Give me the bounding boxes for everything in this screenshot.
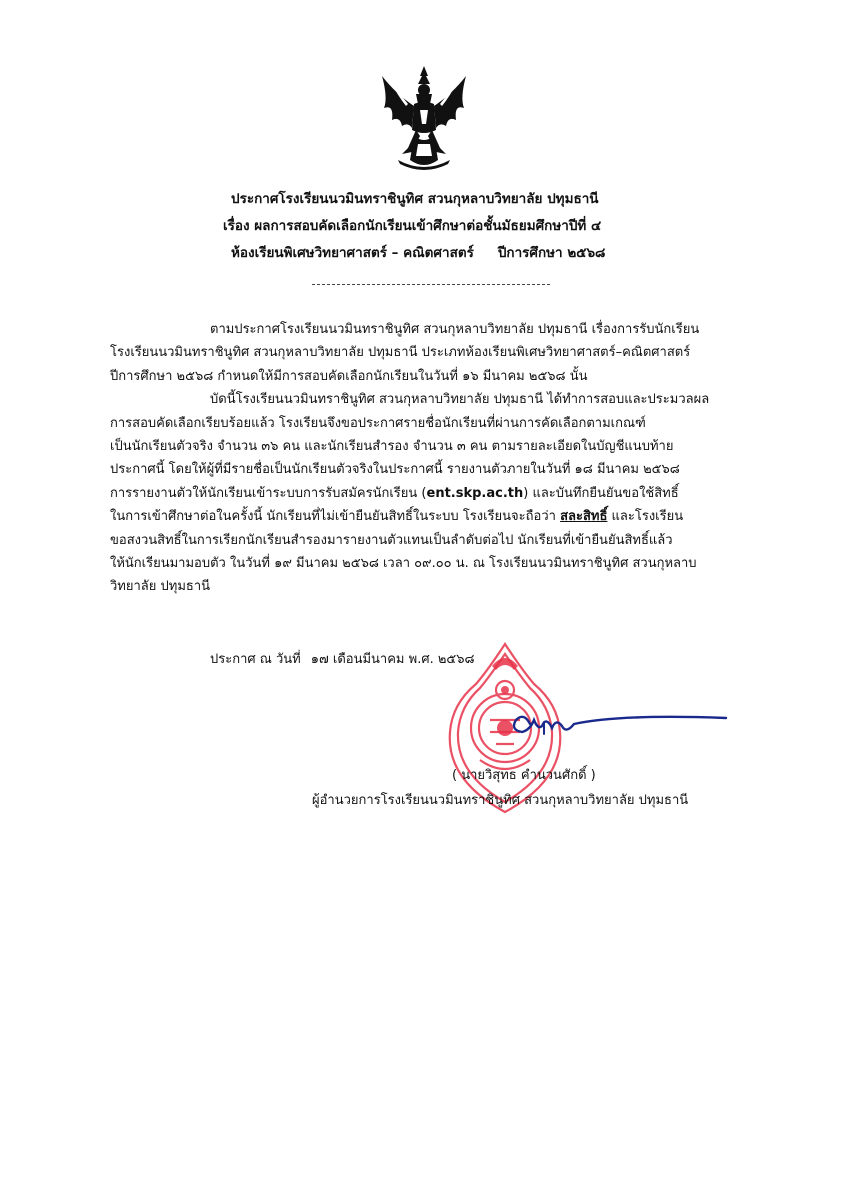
heading-line-1: ประกาศโรงเรียนนวมินทราชินูทิศ สวนกุหลาบวิทยาลัย ปทุมธานี <box>231 191 599 207</box>
body-text-segment: และโรงเรียน <box>607 509 684 525</box>
body-line: เป็นนักเรียนตัวจริง จำนวน ๓๖ คน และนักเรียนสำรอง จำนวน ๓ คน ตามรายละเอียดในบัญชีแนบท้าย <box>110 439 674 455</box>
heading-program: ห้องเรียนพิเศษวิทยาศาสตร์ – คณิตศาสตร์ <box>231 245 474 261</box>
body-text-segment: การรายงานตัวให้นักเรียนเข้าระบบการรับสมัครนักเรียน ( <box>110 485 427 501</box>
body-line: ให้นักเรียนมามอบตัว ในวันที่ ๑๙ มีนาคม ๒๕๖๘ เวลา ๐๙.๐๐ น. ณ โรงเรียนนวมินทราชินูทิศ สวนกุหลาบ <box>110 556 697 572</box>
body-line: การสอบคัดเลือกเรียบร้อยแล้ว โรงเรียนจึงขอประกาศรายชื่อนักเรียนที่ผ่านการคัดเลือกตามเกณฑ์ <box>110 415 646 431</box>
body-text-segment: ) และบันทึกยืนยันขอใช้สิทธิ์ <box>523 485 679 501</box>
body-line: ตามประกาศโรงเรียนนวมินทราชินูทิศ สวนกุหลาบวิทยาลัย ปทุมธานี เรื่องการรับนักเรียน <box>210 322 700 337</box>
heading-line-3 <box>200 240 680 267</box>
body-line: ประกาศนี้ โดยให้ผู้ที่มีรายชื่อเป็นนักเรียนตัวจริงในประกาศนี้ รายงานตัวภายในวันที่ ๑๘ มีนาคม ๒๕๖๘ <box>110 462 680 478</box>
announce-date: ๑๗ เดือนมีนาคม พ.ศ. ๒๕๖๘ <box>310 652 475 667</box>
body-line: โรงเรียนนวมินทราชินูทิศ สวนกุหลาบวิทยาลัย ปทุมธานี ประเภทห้องเรียนพิเศษวิทยาศาสตร์–คณิตศาสตร์ <box>110 345 691 361</box>
announce-prefix: ประกาศ ณ วันที่ <box>210 652 301 667</box>
heading-divider <box>312 284 550 285</box>
body-line: วิทยาลัย ปทุมธานี <box>110 579 211 595</box>
forfeit-emphasis: สละสิทธิ์ <box>560 509 608 525</box>
garuda-emblem-icon <box>378 64 470 172</box>
body-line: ปีการศึกษา ๒๕๖๘ กำหนดให้มีการสอบคัดเลือกนักเรียนในวันที่ ๑๖ มีนาคม ๒๕๖๘ นั้น <box>110 368 588 384</box>
heading-line-2: เรื่อง ผลการสอบคัดเลือกนักเรียนเข้าศึกษาต่อชั้นมัธยมศึกษาปีที่ ๔ <box>223 218 602 234</box>
body-text-segment: ในการเข้าศึกษาต่อในครั้งนี้ นักเรียนที่ไม่เข้ายืนยันสิทธิ์ในระบบ โรงเรียนจะถือว่า <box>110 509 561 525</box>
body-line <box>110 482 750 505</box>
announcement-body <box>110 318 750 599</box>
signer-title: ผู้อำนวยการโรงเรียนนวมินทราชินูทิศ สวนกุหลาบวิทยาลัย ปทุมธานี <box>312 793 689 808</box>
body-line <box>110 505 750 528</box>
body-line: ขอสงวนสิทธิ์ในการเรียกนักเรียนสำรองมารายงานตัวแทนเป็นลำดับต่อไป นักเรียนที่เข้ายืนยันสิทธิ์แล้ว <box>110 532 673 548</box>
registration-url: ent.skp.ac.th <box>426 485 524 501</box>
body-line: บัดนี้โรงเรียนนวมินทราชินูทิศ สวนกุหลาบวิทยาลัย ปทุมธานี ได้ทำการสอบและประมวลผล <box>210 392 710 408</box>
announcement-heading <box>200 186 680 267</box>
signature-icon <box>500 700 730 750</box>
heading-academic-year: ปีการศึกษา ๒๕๖๘ <box>497 245 606 261</box>
signer-name: ( นายวิสุทธ คำนวนศักดิ์ ) <box>452 768 596 783</box>
